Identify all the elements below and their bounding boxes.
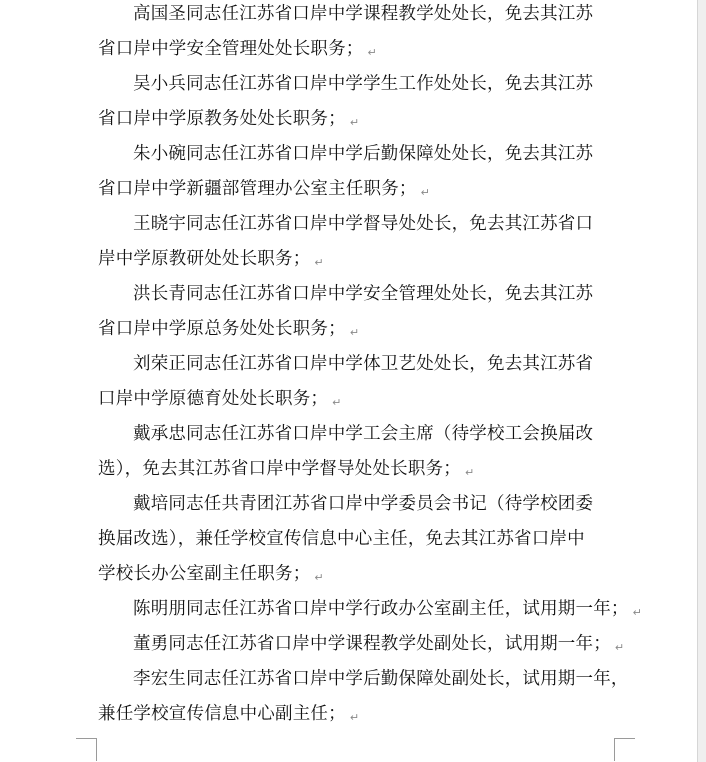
paragraph-line <box>133 627 624 662</box>
paragraph-line <box>133 592 642 627</box>
paragraph-mark-icon: ↵ <box>314 571 324 584</box>
paragraph-line <box>98 32 377 67</box>
paragraph-line <box>133 487 593 522</box>
paragraph-line <box>133 277 593 312</box>
line-text: 省口岸中学原总务处处长职务； <box>98 319 346 339</box>
paragraph-line <box>98 102 359 137</box>
line-text: 戴培同志任共青团江苏省口岸中学委员会书记（待学校团委 <box>133 494 594 514</box>
page-right-edge <box>697 0 706 762</box>
paragraph-mark-icon: ↵ <box>614 641 625 654</box>
line-text: 董勇同志任江苏省口岸中学课程教学处副处长，试用期一年； <box>133 634 611 654</box>
paragraph-mark-icon: ↵ <box>349 326 360 339</box>
line-text: 省口岸中学原教务处处长职务； <box>98 109 346 129</box>
paragraph-line <box>98 172 430 207</box>
paragraph-line <box>98 382 342 417</box>
line-text: 岸中学原教研处处长职务； <box>98 249 311 269</box>
line-text: 朱小碗同志任江苏省口岸中学后勤保障处处长，免去其江苏 <box>133 144 594 164</box>
paragraph-mark-icon: ↵ <box>464 466 475 479</box>
line-text: 兼任学校宣传信息中心副主任； <box>98 704 346 724</box>
line-text: 王晓宇同志任江苏省口岸中学督导处处长，免去其江苏省口 <box>133 214 594 234</box>
paragraph-mark-icon: ↵ <box>332 396 342 409</box>
page-margin-corner-right <box>614 738 635 761</box>
paragraph-line <box>98 697 359 732</box>
paragraph-mark-icon: ↵ <box>420 186 431 199</box>
line-text: 省口岸中学新疆部管理办公室主任职务； <box>98 179 417 199</box>
paragraph-line <box>133 347 593 382</box>
paragraph-mark-icon: ↵ <box>632 606 643 619</box>
paragraph-line <box>133 417 593 452</box>
paragraph-mark-icon: ↵ <box>349 711 360 724</box>
paragraph-line <box>133 137 593 172</box>
paragraph-line <box>98 452 474 487</box>
line-text: 陈明朋同志任江苏省口岸中学行政办公室副主任，试用期一年； <box>133 599 629 619</box>
line-text: 口岸中学原德育处处长职务； <box>98 389 329 409</box>
paragraph-mark-icon: ↵ <box>349 116 360 129</box>
line-text: 换届改选），兼任学校宣传信息中心主任，免去其江苏省口岸中 <box>98 529 585 549</box>
line-text: 选），免去其江苏省口岸中学督导处处长职务； <box>98 459 461 479</box>
paragraph-line <box>133 0 593 32</box>
page-margin-corner-left <box>76 738 97 761</box>
line-text: 洪长青同志任江苏省口岸中学安全管理处处长，免去其江苏 <box>133 284 594 304</box>
paragraph-line <box>98 242 324 277</box>
paragraph-line <box>133 662 629 697</box>
line-text: 吴小兵同志任江苏省口岸中学学生工作处处长，免去其江苏 <box>133 74 594 94</box>
paragraph-line <box>133 207 593 242</box>
line-text: 省口岸中学安全管理处处长职务； <box>98 39 364 59</box>
line-text: 高国圣同志任江苏省口岸中学课程教学处处长，免去其江苏 <box>133 4 594 24</box>
paragraph-mark-icon: ↵ <box>367 46 377 59</box>
line-text: 李宏生同志任江苏省口岸中学后勤保障处副处长，试用期一年， <box>133 669 629 689</box>
line-text: 刘荣正同志任江苏省口岸中学体卫艺处处长，免去其江苏省 <box>133 354 594 374</box>
paragraph-mark-icon: ↵ <box>314 256 324 269</box>
paragraph-line <box>98 522 585 557</box>
line-text: 学校长办公室副主任职务； <box>98 564 311 584</box>
paragraph-line <box>98 557 324 592</box>
paragraph-line <box>133 67 593 102</box>
paragraph-line <box>98 312 359 347</box>
line-text: 戴承忠同志任江苏省口岸中学工会主席（待学校工会换届改 <box>133 424 594 444</box>
